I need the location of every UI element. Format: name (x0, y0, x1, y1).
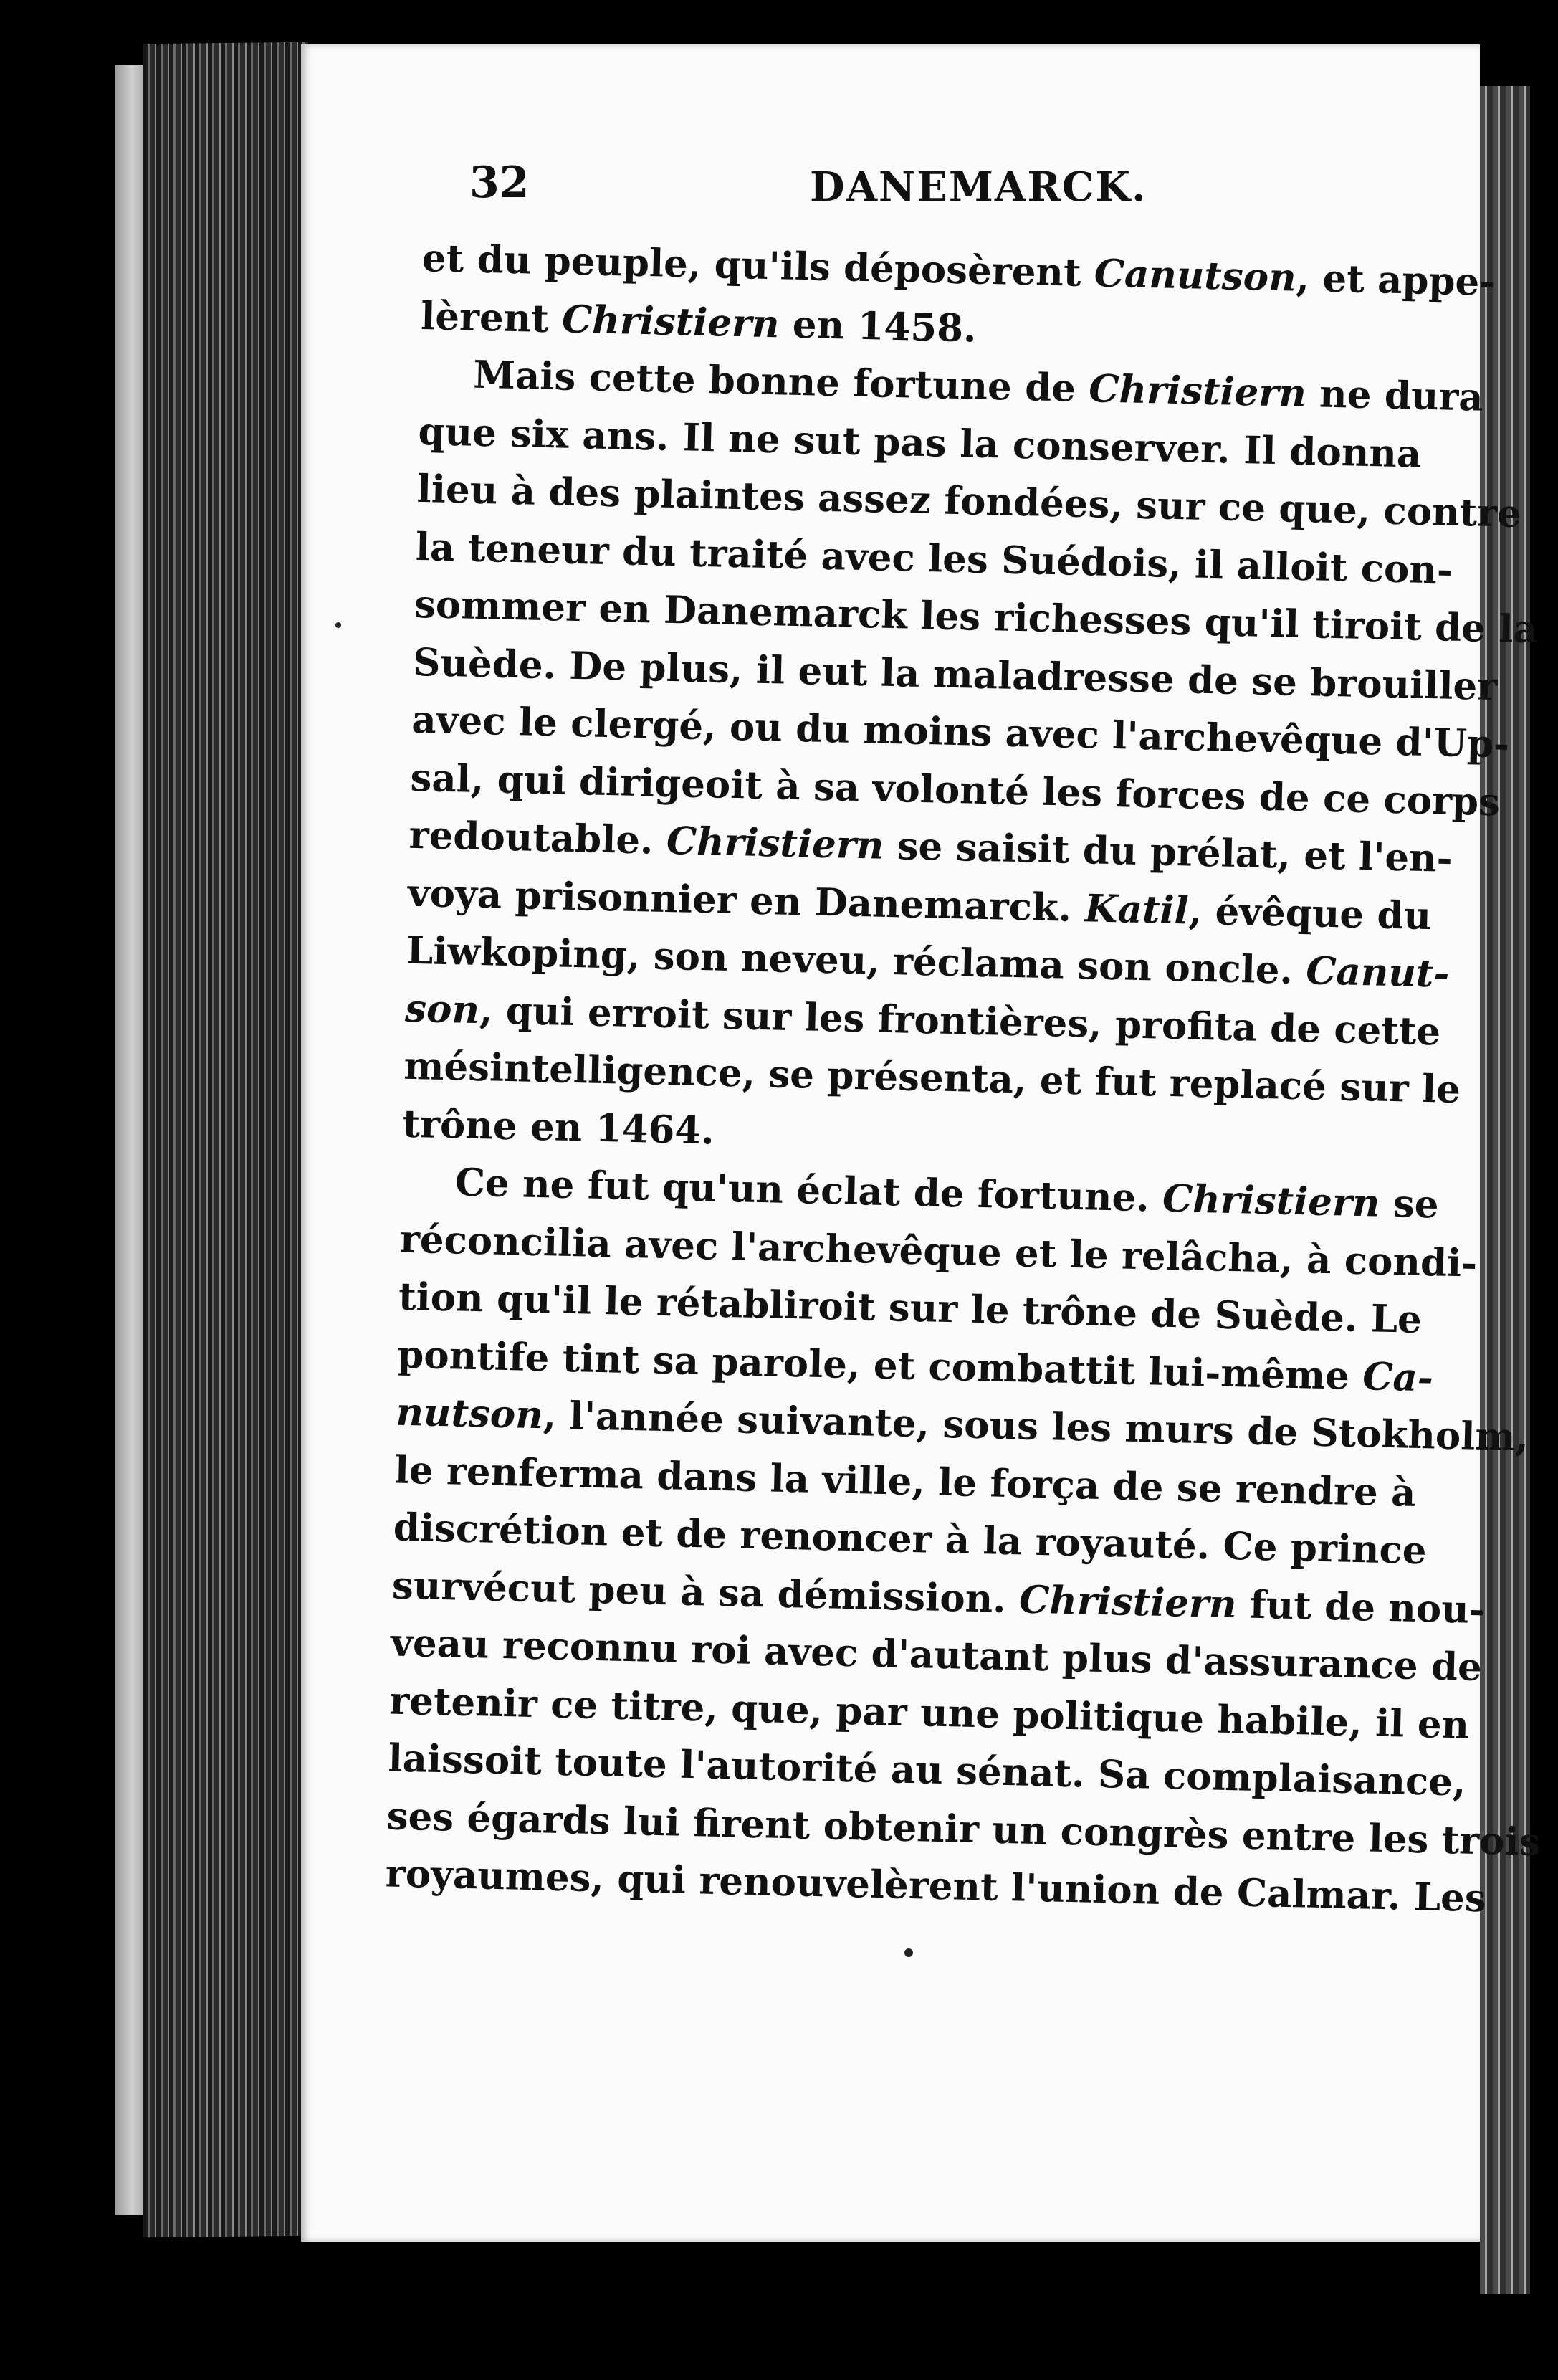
book-page-edges-left (143, 42, 308, 2237)
text-run: ses égards lui firent obtenir un congrès entre les trois (386, 1793, 1542, 1865)
book-page-edges-right (1480, 86, 1530, 2294)
text-run: survécut peu à sa démission. (391, 1563, 1020, 1622)
text-run: , qui erroit sur les frontières, profita de cette (479, 987, 1441, 1054)
text-run: trône en 1464. (401, 1101, 715, 1153)
text-run: Ce ne fut qu'un éclat de fortune. (454, 1160, 1163, 1221)
text-run: lieu à des plaintes assez fondées, sur ce que, contre (416, 466, 1522, 536)
text-run: Suède. De plus, il eut la maladresse de se brouiller (412, 639, 1498, 709)
running-head (469, 158, 1430, 222)
italic-name: nutson (395, 1389, 544, 1438)
italic-name: Christiern (666, 818, 885, 868)
italic-name: Canutson (1094, 251, 1297, 300)
text-run: se saisit du prélat, et l'en- (883, 823, 1453, 881)
text-run: réconcilia avec l'archevêque et le relâcha, à condi- (399, 1217, 1478, 1286)
text-run: fut de nou- (1236, 1581, 1486, 1632)
text-run: la teneur du traité avec les Suédois, il alloit con- (415, 524, 1453, 593)
italic-name: Christiern (1018, 1576, 1238, 1627)
italic-name: Canut- (1305, 948, 1451, 996)
text-run: pontife tint sa parole, et combattit lui-même (396, 1332, 1364, 1399)
text-run: sal, qui dirigeoit à sa volonté les forces de ce corps (409, 755, 1501, 824)
italic-name: Christiern (1162, 1176, 1381, 1226)
text-run: lèrent (420, 293, 563, 341)
text-run: Liwkoping, son neveu, réclama son oncle. (406, 928, 1307, 994)
text-run: se (1379, 1181, 1440, 1227)
text-run: royaumes, qui renouvelèrent l'union de Calmar. Les (385, 1851, 1487, 1921)
text-run: et du peuple, qu'ils déposèrent (421, 235, 1095, 296)
italic-name: Ca- (1362, 1353, 1434, 1400)
body-text (385, 229, 1542, 1926)
page-number: 32 (469, 158, 530, 208)
text-run: veau reconnu roi avec d'autant plus d'assurance de (390, 1620, 1483, 1690)
text-run: Mais cette bonne fortune de (472, 352, 1090, 411)
italic-name: Christiern (1088, 366, 1307, 416)
text-run: tion qu'il le rétabliroit sur le trône de Suède. Le (398, 1274, 1423, 1343)
text-run: en 1458. (778, 301, 978, 351)
text-run: , évêque du (1188, 887, 1432, 938)
italic-name: Katil (1084, 885, 1190, 933)
text-run: discrétion et de renoncer à la royauté. Ce prince (393, 1505, 1428, 1574)
italic-name: Christiern (561, 296, 780, 346)
text-run: , et appe- (1295, 255, 1496, 305)
text-run: le renferma dans la ville, le força de se rendre à (394, 1447, 1417, 1515)
scan-speck (335, 622, 341, 628)
text-run: laissoit toute l'autorité au sénat. Sa complaisance, (387, 1736, 1467, 1805)
scan-speck (904, 1948, 913, 1957)
text-run: voya prisonnier en Danemarck. (407, 870, 1086, 930)
text-run: mésintelligence, se présenta, et fut replacé sur le (403, 1043, 1461, 1113)
italic-name: son (404, 986, 480, 1032)
text-run: que six ans. Il ne sut pas la conserver. Il donna (417, 409, 1422, 477)
page-header-title: DANEMARCK. (810, 163, 1147, 211)
text-run: sommer en Danemarck les richesses qu'il tiroit de la (414, 581, 1539, 652)
text-run: ne dura (1306, 371, 1484, 420)
text-run: retenir ce titre, que, par une politique habile, il en (388, 1677, 1470, 1748)
text-run: avec le clergé, ou du moins avec l'archevêque d'Up- (411, 697, 1510, 767)
text-run: redoutable. (408, 812, 667, 863)
text-run: , l'année suivante, sous les murs de Stokholm, (543, 1393, 1529, 1460)
